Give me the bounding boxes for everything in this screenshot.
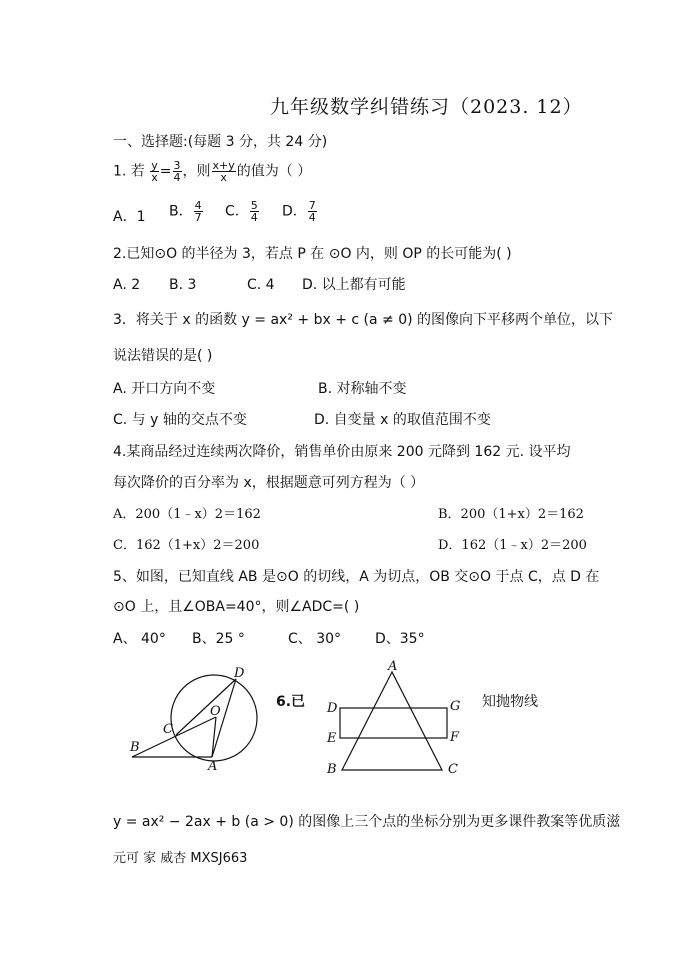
q1-option-c-num: 5: [250, 199, 258, 212]
label-d: D: [234, 666, 245, 681]
q1-option-b-frac: [194, 200, 203, 223]
question-5-line-1: 5、如图，已知直线 AB 是⊙O 的切线，A 为切点，OB 交⊙O 于点 C，点 D 在: [113, 569, 600, 585]
q1-frac-b-den: 4: [173, 171, 181, 184]
q1-option-c-label: C．: [225, 203, 249, 220]
label-d: D: [327, 701, 338, 716]
label-b: B: [130, 740, 140, 755]
q3-option-d: D. 自变量 x 的取值范围不变: [314, 412, 491, 428]
label-a: A: [388, 660, 398, 674]
q1-option-d-num: 7: [308, 199, 316, 212]
label-c: C: [448, 762, 458, 777]
figure-circle-tangent: [124, 664, 264, 774]
q2-option-b: B. 3: [169, 277, 197, 293]
q1-option-d-label: D．: [282, 203, 307, 220]
q5-option-d: D、35°: [375, 631, 425, 647]
q1-fraction-yx: [150, 160, 159, 183]
q1-option-d-den: 4: [308, 211, 316, 224]
q5-option-c: C、 30°: [288, 631, 342, 647]
label-b: B: [327, 762, 337, 777]
question-6-prefix: 6.已: [276, 694, 306, 710]
q2-option-c: C. 4: [247, 277, 275, 293]
q5-options: [113, 630, 533, 650]
label-a: A: [208, 759, 218, 774]
q1-frac-b-num: 3: [173, 159, 181, 172]
section-header: 一、选择题:(每题 3 分，共 24 分): [113, 134, 328, 150]
question-3-line-1: 3．将关于 x 的函数 y = ax² + bx + c (a ≠ 0) 的图像向下平移两个单位，以下: [113, 312, 614, 328]
q1-tail: 的值为（ ）: [236, 163, 312, 180]
q5-option-a: A、 40°: [113, 631, 166, 647]
q1-fraction-xyx: [212, 160, 236, 183]
q1-fraction-34: [173, 160, 182, 183]
q4-option-b: B．200（1+x）2＝162: [438, 507, 584, 522]
q1-option-b: [169, 200, 204, 223]
q1-option-b-den: 7: [194, 211, 202, 224]
question-2: 2.已知⊙O 的半径为 3，若点 P 在 ⊙O 内，则 OP 的长可能为( ): [113, 246, 512, 262]
q1-frac-a-num: y: [151, 159, 158, 172]
figure-triangle-rectangle: [322, 660, 472, 780]
q1-option-c-frac: [250, 200, 259, 223]
q1-option-a: A．1: [113, 209, 146, 225]
q4-option-d: D．162（1﹣x）2＝200: [438, 538, 587, 553]
q1-equals: =: [159, 163, 172, 180]
label-g: G: [450, 699, 461, 714]
triangle-abc: [342, 672, 442, 770]
q2-option-a: A. 2: [113, 277, 141, 293]
q1-option-d-frac: [308, 200, 317, 223]
q4-option-a: A．200（1﹣x）2＝162: [113, 507, 261, 522]
label-o: O: [210, 704, 221, 719]
q2-option-d: D. 以上都有可能: [302, 277, 406, 293]
q1-option-d: [282, 200, 318, 223]
question-5-line-2: ⊙O 上，且∠OBA=40°，则∠ADC=( ): [113, 599, 360, 615]
q1-frac-c-num: x+y: [212, 159, 235, 172]
q3-option-b: B. 对称轴不变: [318, 381, 407, 397]
q1-options: [113, 200, 533, 234]
q1-frac-a-den: x: [151, 171, 158, 184]
q1-option-b-label: B．: [169, 203, 193, 220]
label-c: C: [163, 722, 173, 737]
question-6-line-2: y = ax² − 2ax + b (a > 0) 的图像上三个点的坐标分别为更多课件教案等优质滋: [113, 814, 621, 830]
q4-option-c: C．162（1+x）2＝200: [113, 538, 260, 553]
q3-option-c: C. 与 y 轴的交点不变: [113, 412, 247, 428]
q5-option-b: B、25 °: [192, 631, 245, 647]
label-e: E: [327, 731, 337, 746]
q3-option-a: A. 开口方向不变: [113, 381, 216, 397]
q1-option-b-num: 4: [194, 199, 202, 212]
q1-prefix: 1. 若: [113, 163, 145, 180]
q1-frac-c-den: x: [220, 171, 227, 184]
q1-option-c: [225, 200, 260, 223]
question-4-line-1: 4.某商品经过连续两次降价，销售单价由原来 200 元降到 162 元. 设平均: [113, 444, 571, 460]
segment-ob: [132, 717, 216, 757]
q1-mid: ，则: [182, 163, 211, 180]
question-4-line-2: 每次降价的百分率为 x，根据题意可列方程为（ ）: [113, 475, 425, 491]
page-title: 九年级数学纠错练习（2023. 12）: [270, 96, 583, 118]
rectangle-dgfe: [340, 708, 447, 738]
q1-option-c-den: 4: [250, 211, 258, 224]
q2-options: [113, 276, 533, 296]
question-6-line-3: 元可 家 威杏 MXSJ663: [113, 851, 248, 866]
question-3-line-2: 说法错误的是( ): [113, 348, 213, 364]
question-6-suffix: 知抛物线: [482, 694, 538, 710]
label-f: F: [450, 730, 460, 745]
question-1: [113, 160, 311, 183]
